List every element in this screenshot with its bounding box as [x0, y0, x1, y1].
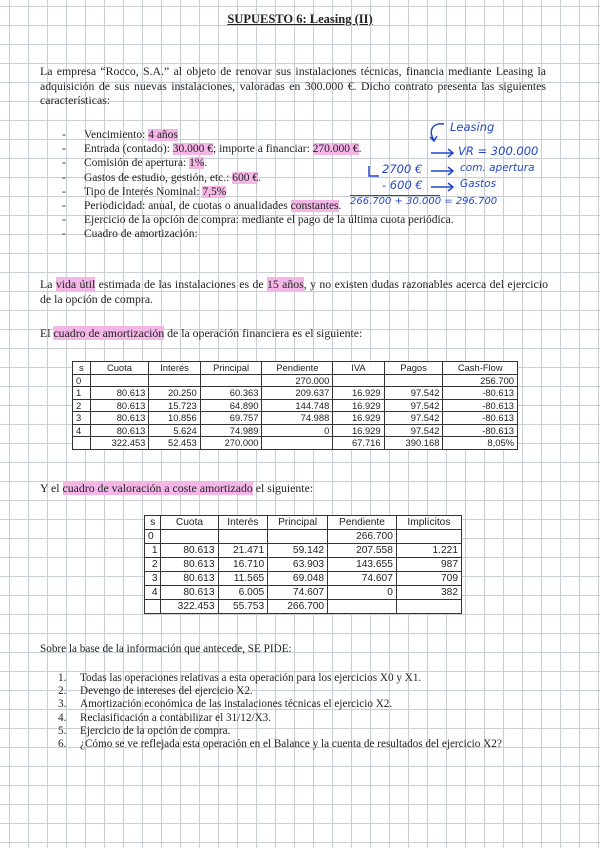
table-cell: 16.929	[333, 399, 384, 412]
table-cell: 709	[396, 572, 461, 586]
intro-paragraph: La empresa “Rocco, S.A.” al objeto de renovar sus instalaciones técnicas, financia mediante Leasing la adquisición de sus nuevas instalaciones, valoradas en 300.000 €. Dicho contrato presenta las siguientes características:	[40, 64, 546, 107]
table-cell: 266.700	[268, 600, 328, 614]
table-cell	[328, 600, 397, 614]
table-cell: 0	[145, 530, 161, 544]
table-header-row	[145, 516, 462, 530]
table-cell: 60.363	[200, 387, 262, 400]
handnote-2700: 2700 €	[382, 162, 423, 176]
table-cell: 69.757	[200, 412, 262, 425]
table-cell	[396, 530, 461, 544]
handnote-sum: 266.700 + 30.000 = 296.700	[350, 196, 498, 207]
table-cell: 80.613	[161, 544, 218, 558]
list-item: 3. Amortización económica de las instalaciones técnicas el ejercicio X2.	[58, 698, 393, 711]
table-row	[73, 399, 518, 412]
arrow-icon	[430, 166, 456, 176]
table-cell: 64.890	[200, 399, 262, 412]
amortization-table	[72, 361, 518, 450]
list-item: 5. Ejercicio de la opción de compra.	[58, 724, 231, 737]
table-cell: 80.613	[90, 387, 149, 400]
table-cell: 1	[73, 387, 91, 400]
table-cell	[333, 374, 384, 387]
table-row	[145, 530, 462, 544]
handnote-vr: VR = 300.000	[458, 144, 539, 158]
table-cell: 97.542	[384, 412, 443, 425]
list-item: 2. Devengo de intereses del ejercicio X2.	[58, 685, 253, 698]
table-cell	[396, 600, 461, 614]
table-cell: 382	[396, 586, 461, 600]
table-cell: 2	[145, 558, 161, 572]
table-cell: -80.613	[443, 399, 518, 412]
table-cell: -80.613	[443, 424, 518, 437]
table-cell: 987	[396, 558, 461, 572]
table-row	[145, 572, 462, 586]
table-header: Pagos	[384, 362, 443, 375]
arrow-icon	[430, 148, 456, 158]
feature-item: - Comisión de apertura: 1%.	[62, 157, 208, 170]
table-cell: 266.700	[328, 530, 397, 544]
table-header: Cash-Flow	[443, 362, 518, 375]
table-cell	[149, 374, 200, 387]
table-cell: 80.613	[161, 558, 218, 572]
table-row	[145, 544, 462, 558]
table-cell: 69.048	[268, 572, 328, 586]
feature-item: - Gastos de estudio, gestión, etc.: 600 €.	[62, 171, 261, 184]
table-row	[73, 374, 518, 387]
page-title: SUPUESTO 6: Leasing (II)	[227, 12, 373, 26]
table-cell: 16.710	[218, 558, 268, 572]
table-row	[145, 586, 462, 600]
table-cell: 0	[262, 424, 333, 437]
table-cell: 270.000	[200, 437, 262, 450]
table-cell: 74.988	[262, 412, 333, 425]
table-cell: 80.613	[161, 586, 218, 600]
table-header: Pendiente	[328, 516, 397, 530]
table-cell: 207.558	[328, 544, 397, 558]
table-cell	[145, 600, 161, 614]
table-cell: 63.903	[268, 558, 328, 572]
table-header: Implícitos	[396, 516, 461, 530]
table-cell: 5.624	[149, 424, 200, 437]
table-cell: 55.753	[218, 600, 268, 614]
table-row	[73, 424, 518, 437]
list-item: 6. ¿Cómo se ve reflejada esta operación en el Balance y la cuenta de resultados del ejercicio X2?	[58, 738, 502, 751]
table-cell: 143.655	[328, 558, 397, 572]
table-cell: 0	[328, 586, 397, 600]
table-cell: 67.716	[333, 437, 384, 450]
table-header: IVA	[333, 362, 384, 375]
table-total-row	[73, 437, 518, 450]
table-row	[73, 412, 518, 425]
table-cell: -80.613	[443, 412, 518, 425]
table-cell: 52.453	[149, 437, 200, 450]
handnote-600: - 600 €	[382, 178, 423, 192]
table-cell	[200, 374, 262, 387]
table-header: Interés	[218, 516, 268, 530]
table-total-row	[145, 600, 462, 614]
table-cell: 0	[73, 374, 91, 387]
list-item: 4. Reclasificación a contabilizar el 31/12/X3.	[58, 711, 272, 724]
valuation-table	[144, 515, 462, 614]
table-cell: 10.856	[149, 412, 200, 425]
table-header: Pendiente	[262, 362, 333, 375]
feature-item: - Periodicidad: anual, de cuotas o anualidades constantes.	[62, 200, 342, 213]
table-header: Principal	[200, 362, 262, 375]
table-cell: 144.748	[262, 399, 333, 412]
table-header: s	[145, 516, 161, 530]
table-cell: 2	[73, 399, 91, 412]
table-cell: 256.700	[443, 374, 518, 387]
table-cell: 16.929	[333, 387, 384, 400]
table-cell: 74.607	[268, 586, 328, 600]
table-cell	[90, 374, 149, 387]
table-cell: 6.005	[218, 586, 268, 600]
table-cell: 8,05%	[443, 437, 518, 450]
se-pide-list	[58, 672, 548, 751]
table-header: Cuota	[161, 516, 218, 530]
arrow-icon	[430, 182, 456, 192]
table-header: Principal	[268, 516, 328, 530]
table-cell	[218, 530, 268, 544]
cuadro-valoracion-heading: Y el cuadro de valoración a coste amortizado el siguiente:	[40, 481, 314, 495]
table-cell: 80.613	[90, 424, 149, 437]
table-cell: 80.613	[90, 399, 149, 412]
table-cell: 16.929	[333, 424, 384, 437]
table-cell: 4	[73, 424, 91, 437]
table-cell: 11.565	[218, 572, 268, 586]
feature-item: - Cuadro de amortización:	[62, 228, 198, 241]
handnote-apertura: com. apertura	[460, 162, 535, 174]
table-cell: 97.542	[384, 424, 443, 437]
table-cell	[262, 437, 333, 450]
table-cell	[384, 374, 443, 387]
feature-item: - Tipo de Interés Nominal: 7,5%	[62, 185, 227, 198]
feature-item: - Ejercicio de la opción de compra: mediante el pago de la última cuota periódica.	[62, 214, 454, 227]
bracket-icon	[366, 164, 382, 180]
table-cell: 97.542	[384, 387, 443, 400]
vida-util-paragraph: La vida útil estimada de las instalaciones es de 15 años, y no existen dudas razonables acerca del ejercicio de la opción de compra.	[40, 277, 548, 306]
table-cell: 322.453	[161, 600, 218, 614]
feature-item: - Vencimiento: 4 años	[62, 129, 178, 141]
table-cell: 3	[145, 572, 161, 586]
table-cell: 80.613	[90, 412, 149, 425]
table-cell	[73, 437, 91, 450]
table-header: Interés	[149, 362, 200, 375]
table-cell: 1.221	[396, 544, 461, 558]
table-cell: 270.000	[262, 374, 333, 387]
handnote-gastos: Gastos	[460, 178, 497, 190]
table-row	[73, 387, 518, 400]
table-cell: 74.607	[328, 572, 397, 586]
table-cell: 74.989	[200, 424, 262, 437]
table-cell: 16.929	[333, 412, 384, 425]
feature-item: - Entrada (contado): 30.000 €; importe a financiar: 270.000 €.	[62, 143, 362, 156]
table-header-row	[73, 362, 518, 375]
table-cell: 15.723	[149, 399, 200, 412]
table-cell	[161, 530, 218, 544]
table-cell: 80.613	[161, 572, 218, 586]
table-cell: 322.453	[90, 437, 149, 450]
table-header: s	[73, 362, 91, 375]
table-header: Cuota	[90, 362, 149, 375]
handnote-leasing: Leasing	[450, 120, 495, 134]
table-cell: 4	[145, 586, 161, 600]
cuadro-amortizacion-heading: El cuadro de amortización de la operación financiera es el siguiente:	[40, 326, 363, 340]
table-cell: 97.542	[384, 399, 443, 412]
table-cell: 59.142	[268, 544, 328, 558]
table-cell: 21.471	[218, 544, 268, 558]
se-pide-heading: Sobre la base de la información que antecede, SE PIDE:	[40, 643, 292, 655]
leasing-arrow-icon	[426, 120, 448, 146]
table-cell: 1	[145, 544, 161, 558]
table-cell: 390.168	[384, 437, 443, 450]
table-cell	[268, 530, 328, 544]
table-row	[145, 558, 462, 572]
table-cell: 3	[73, 412, 91, 425]
list-item: 1. Todas las operaciones relativas a esta operación para los ejercicios X0 y X1.	[58, 672, 422, 684]
table-cell: -80.613	[443, 387, 518, 400]
table-cell: 20.250	[149, 387, 200, 400]
table-cell: 209.637	[262, 387, 333, 400]
